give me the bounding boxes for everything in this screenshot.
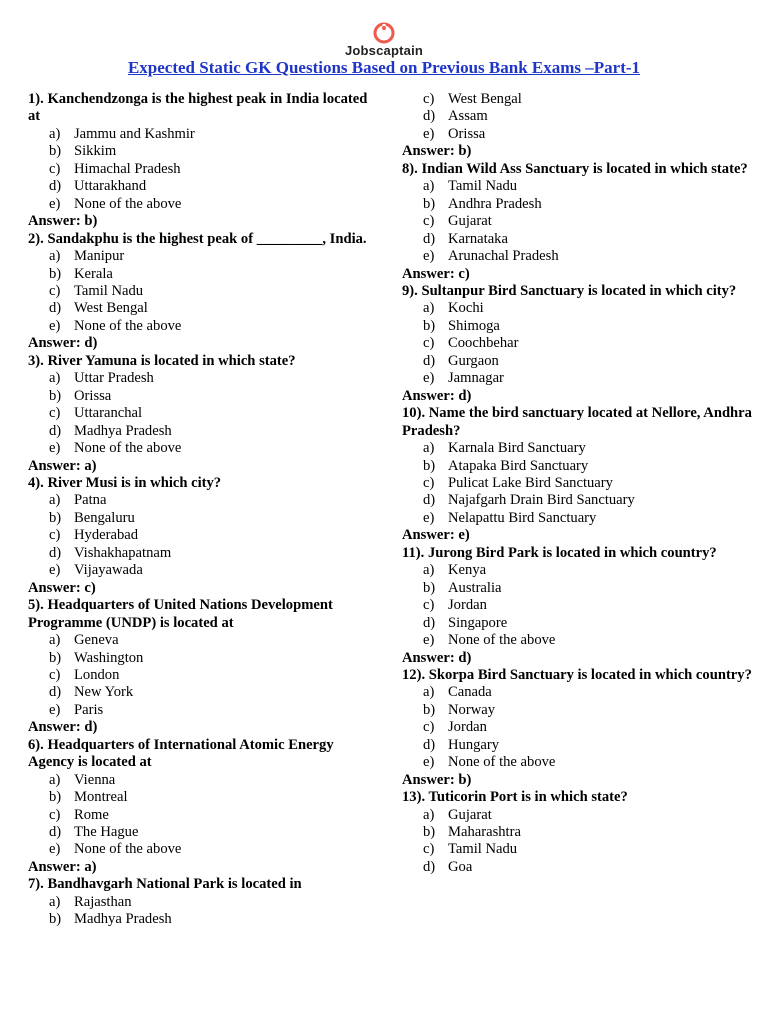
option-text: Madhya Pradesh <box>74 422 172 439</box>
option-letter: c) <box>49 160 61 177</box>
question-text: 9). Sultanpur Bird Sanctuary is located in which city? <box>402 282 737 299</box>
option-letter: e) <box>423 632 435 649</box>
option-letter: d) <box>423 736 436 753</box>
option-letter: a) <box>423 300 435 317</box>
option-text: West Bengal <box>74 300 148 317</box>
option-item <box>423 684 752 701</box>
option-item <box>49 423 378 440</box>
option-list <box>28 632 378 719</box>
option-letter: e) <box>49 440 61 457</box>
option-letter: d) <box>49 178 62 195</box>
option-text: Madhya Pradesh <box>74 911 172 928</box>
option-letter: b) <box>49 387 62 404</box>
question-text: 13). Tuticorin Port is in which state? <box>402 789 628 806</box>
option-letter: a) <box>49 893 61 910</box>
option-item <box>423 492 752 509</box>
option-text: Assam <box>448 108 488 125</box>
option-letter: c) <box>49 405 61 422</box>
option-letter: b) <box>49 509 62 526</box>
option-letter: b) <box>423 195 436 212</box>
option-letter: a) <box>423 562 435 579</box>
option-item <box>423 248 752 265</box>
option-list <box>402 178 752 265</box>
option-text: Vienna <box>74 771 116 788</box>
question-text: 5). Headquarters of United Nations Development Programme (UNDP) is located at <box>28 597 333 631</box>
option-letter: b) <box>49 789 62 806</box>
option-list <box>28 370 378 457</box>
option-item <box>423 178 752 195</box>
option-letter: b) <box>423 457 436 474</box>
option-list <box>402 300 752 387</box>
option-item <box>423 597 752 614</box>
option-letter: e) <box>49 562 61 579</box>
logo-text: Jobscaptain <box>344 43 424 58</box>
option-letter: c) <box>423 474 435 491</box>
question-block <box>402 161 752 283</box>
answer-text: Answer: a) <box>28 858 97 875</box>
option-text: New York <box>74 684 134 701</box>
option-text: Rajasthan <box>74 893 132 910</box>
option-letter: e) <box>49 317 61 334</box>
option-letter: d) <box>423 108 436 125</box>
question-block <box>402 667 752 789</box>
option-letter: a) <box>423 440 435 457</box>
question-block <box>28 876 378 928</box>
option-list <box>402 807 752 877</box>
option-letter: d) <box>423 858 436 875</box>
option-letter: b) <box>423 701 436 718</box>
option-text: Uttarakhand <box>74 178 147 195</box>
question-text: 8). Indian Wild Ass Sanctuary is located in which state? <box>402 160 748 177</box>
option-letter: a) <box>423 684 435 701</box>
option-letter: c) <box>423 597 435 614</box>
question-text: 11). Jurong Bird Park is located in which country? <box>402 544 717 561</box>
option-text: The Hague <box>74 824 139 841</box>
option-text: Himachal Pradesh <box>74 160 181 177</box>
option-letter: e) <box>423 125 435 142</box>
option-text: Uttaranchal <box>74 405 143 422</box>
answer-text: Answer: d) <box>402 649 472 666</box>
option-letter: c) <box>423 335 435 352</box>
option-item <box>49 196 378 213</box>
option-item <box>49 562 378 579</box>
question-text: 4). River Musi is in which city? <box>28 474 222 491</box>
option-letter: d) <box>49 544 62 561</box>
question-text: 6). Headquarters of International Atomic Energy Agency is located at <box>28 736 334 771</box>
option-text: Montreal <box>74 789 128 806</box>
option-item <box>423 91 752 108</box>
answer-text: Answer: b) <box>28 213 98 230</box>
question-block <box>402 545 752 667</box>
option-text: None of the above <box>74 440 182 457</box>
option-letter: e) <box>49 701 61 718</box>
answer-text: Answer: b) <box>402 771 472 788</box>
option-text: Sikkim <box>74 143 117 160</box>
option-item <box>423 231 752 248</box>
option-item <box>49 388 378 405</box>
option-item <box>423 300 752 317</box>
option-text: None of the above <box>74 841 182 858</box>
option-text: Singapore <box>448 614 508 631</box>
question-block <box>28 597 378 737</box>
option-item <box>423 615 752 632</box>
question-block <box>402 789 752 876</box>
option-letter: d) <box>49 824 62 841</box>
option-letter: c) <box>49 527 61 544</box>
option-text: Coochbehar <box>448 335 519 352</box>
option-item <box>49 684 378 701</box>
option-text: Karnataka <box>448 230 508 247</box>
option-letter: c) <box>49 666 61 683</box>
answer-text: Answer: d) <box>28 335 98 352</box>
option-item <box>423 108 752 125</box>
option-text: Canada <box>448 684 492 701</box>
option-item <box>49 841 378 858</box>
option-text: Andhra Pradesh <box>448 195 542 212</box>
question-block <box>402 405 752 545</box>
question-text: 10). Name the bird sanctuary located at Nellore, Andhra Pradesh? <box>402 405 752 439</box>
option-text: Kenya <box>448 562 487 579</box>
option-list <box>402 91 752 143</box>
option-letter: b) <box>49 649 62 666</box>
option-item <box>49 894 378 911</box>
question-text: 12). Skorpa Bird Sanctuary is located in which country? <box>402 666 752 683</box>
option-letter: a) <box>49 771 61 788</box>
option-item <box>423 841 752 858</box>
option-letter: b) <box>423 317 436 334</box>
option-item <box>49 248 378 265</box>
option-item <box>49 807 378 824</box>
option-item <box>423 458 752 475</box>
option-text: Tamil Nadu <box>74 282 144 299</box>
question-block <box>28 737 378 877</box>
option-text: Jammu and Kashmir <box>74 125 195 142</box>
option-item <box>423 440 752 457</box>
option-text: Tamil Nadu <box>448 178 518 195</box>
option-letter: e) <box>423 509 435 526</box>
question-block <box>402 283 752 405</box>
answer-text: Answer: e) <box>402 527 470 544</box>
option-item <box>49 178 378 195</box>
option-text: Hyderabad <box>74 527 139 544</box>
option-letter: c) <box>423 841 435 858</box>
option-letter: b) <box>49 911 62 928</box>
answer-text: Answer: c) <box>402 265 470 282</box>
option-letter: d) <box>49 684 62 701</box>
option-item <box>423 824 752 841</box>
option-text: Kochi <box>448 300 484 317</box>
option-letter: c) <box>49 806 61 823</box>
option-list <box>28 126 378 213</box>
option-list <box>28 772 378 859</box>
option-text: Jordan <box>448 719 487 736</box>
answer-text: Answer: d) <box>28 719 98 736</box>
option-item <box>423 475 752 492</box>
option-letter: d) <box>49 422 62 439</box>
option-text: Goa <box>448 858 473 875</box>
option-item <box>49 161 378 178</box>
option-item <box>423 318 752 335</box>
option-item <box>49 702 378 719</box>
option-list <box>28 248 378 335</box>
option-text: Vishakhapatnam <box>74 544 172 561</box>
option-text: Hungary <box>448 736 500 753</box>
option-letter: e) <box>49 195 61 212</box>
option-letter: a) <box>49 370 61 387</box>
option-text: Arunachal Pradesh <box>448 248 559 265</box>
option-item <box>423 719 752 736</box>
answer-text: Answer: a) <box>28 457 97 474</box>
option-letter: b) <box>49 143 62 160</box>
option-text: London <box>74 666 120 683</box>
option-text: Gujarat <box>448 213 492 230</box>
question-block <box>28 475 378 597</box>
option-item <box>423 213 752 230</box>
option-letter: d) <box>423 614 436 631</box>
option-text: Manipur <box>74 248 125 265</box>
option-letter: e) <box>423 248 435 265</box>
option-letter: d) <box>423 492 436 509</box>
option-item <box>49 370 378 387</box>
answer-text: Answer: b) <box>402 143 472 160</box>
option-text: Tamil Nadu <box>448 841 518 858</box>
option-letter: e) <box>423 370 435 387</box>
option-text: Orissa <box>448 125 486 142</box>
question-text: 3). River Yamuna is located in which state? <box>28 352 296 369</box>
option-item <box>49 545 378 562</box>
option-text: Kerala <box>74 265 113 282</box>
option-text: Rome <box>74 806 109 823</box>
option-text: Nelapattu Bird Sanctuary <box>448 509 597 526</box>
option-letter: c) <box>423 91 435 107</box>
option-text: Uttar Pradesh <box>74 370 154 387</box>
option-text: Karnala Bird Sanctuary <box>448 440 586 457</box>
option-text: Gujarat <box>448 806 492 823</box>
question-text: 7). Bandhavgarh National Park is located in <box>28 876 302 893</box>
option-letter: d) <box>423 230 436 247</box>
option-text: Patna <box>74 492 107 509</box>
option-list <box>28 492 378 579</box>
option-item <box>423 126 752 143</box>
option-text: Norway <box>448 701 496 718</box>
option-letter: e) <box>423 754 435 771</box>
option-letter: d) <box>49 300 62 317</box>
option-item <box>49 492 378 509</box>
option-item <box>423 353 752 370</box>
option-item <box>423 754 752 771</box>
option-list <box>28 894 378 929</box>
option-item <box>49 824 378 841</box>
option-text: Bengaluru <box>74 509 135 526</box>
option-item <box>423 510 752 527</box>
option-item <box>49 300 378 317</box>
option-letter: b) <box>423 579 436 596</box>
option-item <box>49 283 378 300</box>
option-item <box>49 789 378 806</box>
option-item <box>49 772 378 789</box>
option-item <box>423 335 752 352</box>
option-item <box>49 632 378 649</box>
option-item <box>423 370 752 387</box>
question-block <box>402 91 752 161</box>
page-title: Expected Static GK Questions Based on Previous Bank Exams –Part-1 <box>127 58 641 77</box>
jobscaptain-logo-icon <box>371 22 397 44</box>
option-text: Maharashtra <box>448 824 521 841</box>
option-list <box>402 684 752 771</box>
answer-text: Answer: d) <box>402 387 472 404</box>
option-text: Jordan <box>448 597 487 614</box>
question-block <box>28 91 378 231</box>
option-letter: b) <box>49 265 62 282</box>
option-letter: a) <box>49 632 61 649</box>
option-item <box>49 650 378 667</box>
option-item <box>423 859 752 876</box>
option-item <box>49 143 378 160</box>
option-text: Atapaka Bird Sanctuary <box>448 457 589 474</box>
option-item <box>49 667 378 684</box>
option-item <box>423 807 752 824</box>
option-item <box>423 580 752 597</box>
option-item <box>423 562 752 579</box>
option-item <box>423 196 752 213</box>
option-list <box>402 562 752 649</box>
question-text: 1). Kanchendzonga is the highest peak in India located at <box>28 91 368 125</box>
option-item <box>49 318 378 335</box>
option-text: Gurgaon <box>448 352 499 369</box>
option-letter: a) <box>49 492 61 509</box>
option-text: None of the above <box>74 317 182 334</box>
option-item <box>49 911 378 928</box>
option-text: Shimoga <box>448 317 500 334</box>
question-block <box>28 353 378 475</box>
option-text: Australia <box>448 579 502 596</box>
option-letter: c) <box>423 213 435 230</box>
option-text: Geneva <box>74 632 119 649</box>
option-list <box>402 440 752 527</box>
option-text: Pulicat Lake Bird Sanctuary <box>448 474 613 491</box>
option-item <box>49 510 378 527</box>
question-text: 2). Sandakphu is the highest peak of _________, India. <box>28 230 367 247</box>
right-column <box>402 91 752 876</box>
option-text: None of the above <box>74 195 182 212</box>
option-letter: a) <box>423 178 435 195</box>
option-letter: a) <box>423 806 435 823</box>
answer-text: Answer: c) <box>28 579 96 596</box>
option-item <box>49 266 378 283</box>
option-item <box>49 527 378 544</box>
option-text: Washington <box>74 649 144 666</box>
option-letter: d) <box>423 352 436 369</box>
question-block <box>28 231 378 353</box>
option-text: Jamnagar <box>448 370 504 387</box>
option-item <box>423 632 752 649</box>
option-letter: a) <box>49 125 61 142</box>
option-letter: c) <box>423 719 435 736</box>
option-item <box>423 737 752 754</box>
option-text: Paris <box>74 701 104 718</box>
option-letter: b) <box>423 824 436 841</box>
option-letter: c) <box>49 282 61 299</box>
brand-logo <box>0 22 768 58</box>
option-item <box>423 702 752 719</box>
option-letter: e) <box>49 841 61 858</box>
option-text: Vijayawada <box>74 562 143 579</box>
option-text: Orissa <box>74 387 112 404</box>
option-item <box>49 440 378 457</box>
left-column <box>28 91 378 929</box>
option-text: West Bengal <box>448 91 522 107</box>
option-text: None of the above <box>448 632 556 649</box>
option-text: Najafgarh Drain Bird Sanctuary <box>448 492 635 509</box>
option-item <box>49 405 378 422</box>
option-letter: a) <box>49 248 61 265</box>
option-item <box>49 126 378 143</box>
option-text: None of the above <box>448 754 556 771</box>
